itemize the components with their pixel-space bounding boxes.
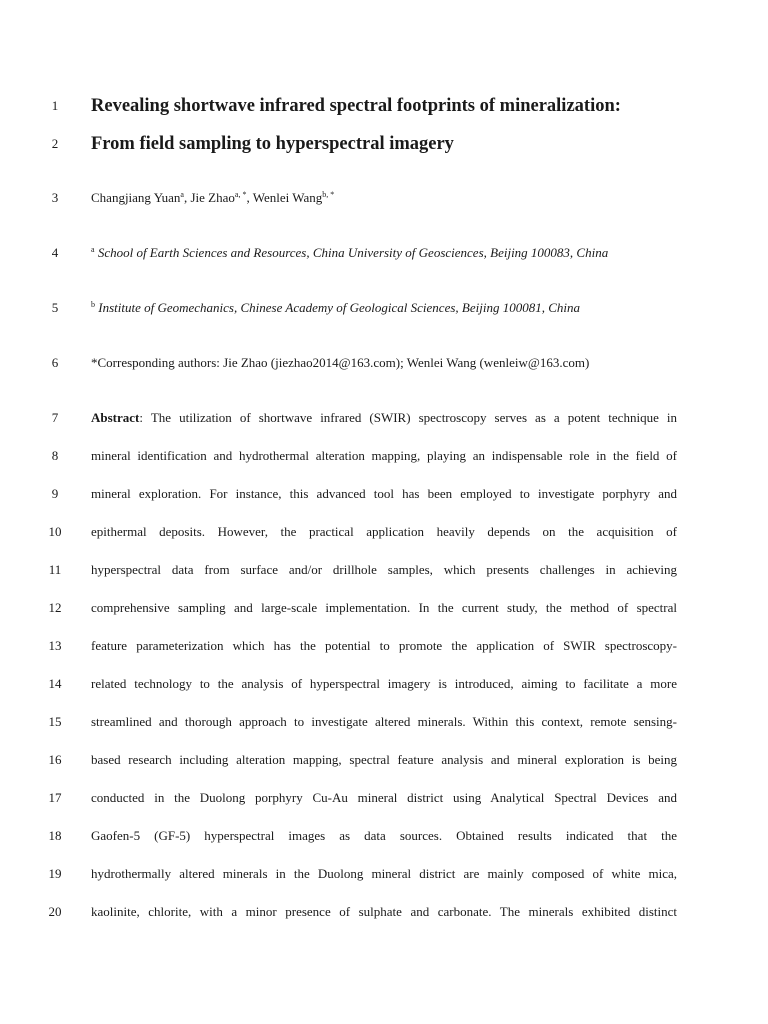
affiliation-mark: b bbox=[91, 300, 95, 309]
line-number: 10 bbox=[48, 524, 62, 539]
line-number: 7 bbox=[51, 410, 59, 425]
author-name: , Wenlei Wang bbox=[246, 190, 323, 205]
manuscript-line bbox=[0, 406, 768, 430]
manuscript-line bbox=[0, 634, 768, 658]
paper-title-line-2: From field sampling to hyperspectral imagery bbox=[91, 134, 454, 154]
line-number: 17 bbox=[48, 790, 62, 805]
manuscript-line bbox=[0, 862, 768, 886]
line-number: 1 bbox=[51, 98, 59, 113]
line-number: 6 bbox=[51, 355, 59, 370]
abstract-line: Gaofen-5 (GF-5) hyperspectral images as data sources. Obtained results indicated that the bbox=[91, 828, 677, 843]
manuscript-line bbox=[0, 710, 768, 734]
abstract-line: conducted in the Duolong porphyry Cu-Au mineral district using Analytical Spectral Devices and bbox=[91, 790, 677, 805]
author-affiliation-mark: a bbox=[180, 190, 184, 199]
manuscript-line bbox=[0, 824, 768, 848]
manuscript-line bbox=[0, 241, 768, 265]
abstract-line: feature parameterization which has the potential to promote the application of SWIR spectroscopy- bbox=[91, 638, 677, 653]
manuscript-line bbox=[0, 786, 768, 810]
manuscript-line bbox=[0, 94, 768, 118]
affiliation-b bbox=[91, 296, 677, 320]
abstract-line: hydrothermally altered minerals in the Duolong mineral district are mainly composed of white mica, bbox=[91, 866, 677, 881]
abstract-line: mineral identification and hydrothermal alteration mapping, playing an indispensable role in the field of bbox=[91, 448, 677, 463]
line-number: 12 bbox=[48, 600, 62, 615]
author-name: Changjiang Yuan bbox=[91, 190, 181, 205]
line-number: 9 bbox=[51, 486, 59, 501]
manuscript-line bbox=[0, 748, 768, 772]
line-number: 18 bbox=[48, 828, 62, 843]
author-affiliation-mark: a, * bbox=[234, 190, 247, 199]
abstract-line: related technology to the analysis of hyperspectral imagery is introduced, aiming to facilitate a more bbox=[91, 676, 677, 691]
manuscript-line bbox=[0, 186, 768, 210]
manuscript-line bbox=[0, 900, 768, 924]
author-name: , Jie Zhao bbox=[183, 190, 235, 205]
affiliation-mark: a bbox=[91, 245, 95, 254]
abstract-text: : The utilization of shortwave infrared (SWIR) spectroscopy serves as a potent technique in bbox=[139, 410, 677, 425]
line-number: 5 bbox=[51, 300, 59, 315]
manuscript-line bbox=[0, 351, 768, 375]
abstract-line: kaolinite, chlorite, with a minor presence of sulphate and carbonate. The minerals exhibited distinct bbox=[91, 904, 677, 919]
corresponding-authors: *Corresponding authors: Jie Zhao (jiezhao2014@163.com); Wenlei Wang (wenleiw@163.com) bbox=[91, 355, 590, 370]
line-number: 2 bbox=[51, 136, 59, 151]
manuscript-line bbox=[0, 296, 768, 320]
abstract-line: comprehensive sampling and large-scale implementation. In the current study, the method of spectral bbox=[91, 600, 677, 615]
manuscript-line bbox=[0, 672, 768, 696]
line-number: 16 bbox=[48, 752, 62, 767]
line-number: 8 bbox=[51, 448, 59, 463]
author-affiliation-mark: b, * bbox=[322, 190, 335, 199]
line-number: 4 bbox=[51, 245, 59, 260]
manuscript-line bbox=[0, 132, 768, 156]
line-number: 15 bbox=[48, 714, 62, 729]
abstract-line: hyperspectral data from surface and/or drillhole samples, which presents challenges in achieving bbox=[91, 562, 677, 577]
line-number: 19 bbox=[48, 866, 62, 881]
abstract-label: Abstract bbox=[91, 410, 140, 425]
affiliation-a bbox=[91, 241, 677, 265]
manuscript-line bbox=[0, 520, 768, 544]
affiliation-text: Institute of Geomechanics, Chinese Academy of Geological Sciences, Beijing 100081, China bbox=[98, 300, 580, 315]
author-list bbox=[91, 186, 677, 210]
abstract-line: epithermal deposits. However, the practical application heavily depends on the acquisition of bbox=[91, 524, 677, 539]
abstract-line bbox=[91, 406, 677, 430]
line-number: 3 bbox=[51, 190, 59, 205]
line-number: 14 bbox=[48, 676, 62, 691]
paper-title-line-1: Revealing shortwave infrared spectral footprints of mineralization: bbox=[91, 96, 621, 116]
affiliation-text: School of Earth Sciences and Resources, China University of Geosciences, Beijing 100083, China bbox=[97, 245, 609, 260]
manuscript-line bbox=[0, 558, 768, 582]
abstract-line: streamlined and thorough approach to investigate altered minerals. Within this context, remote sensing- bbox=[91, 714, 677, 729]
line-number: 13 bbox=[48, 638, 62, 653]
manuscript-line bbox=[0, 596, 768, 620]
manuscript-line bbox=[0, 444, 768, 468]
line-number: 20 bbox=[48, 904, 62, 919]
abstract-line: mineral exploration. For instance, this advanced tool has been employed to investigate porphyry and bbox=[91, 486, 677, 501]
manuscript-line bbox=[0, 482, 768, 506]
line-number: 11 bbox=[48, 562, 62, 577]
abstract-line: based research including alteration mapping, spectral feature analysis and mineral exploration is being bbox=[91, 752, 677, 767]
